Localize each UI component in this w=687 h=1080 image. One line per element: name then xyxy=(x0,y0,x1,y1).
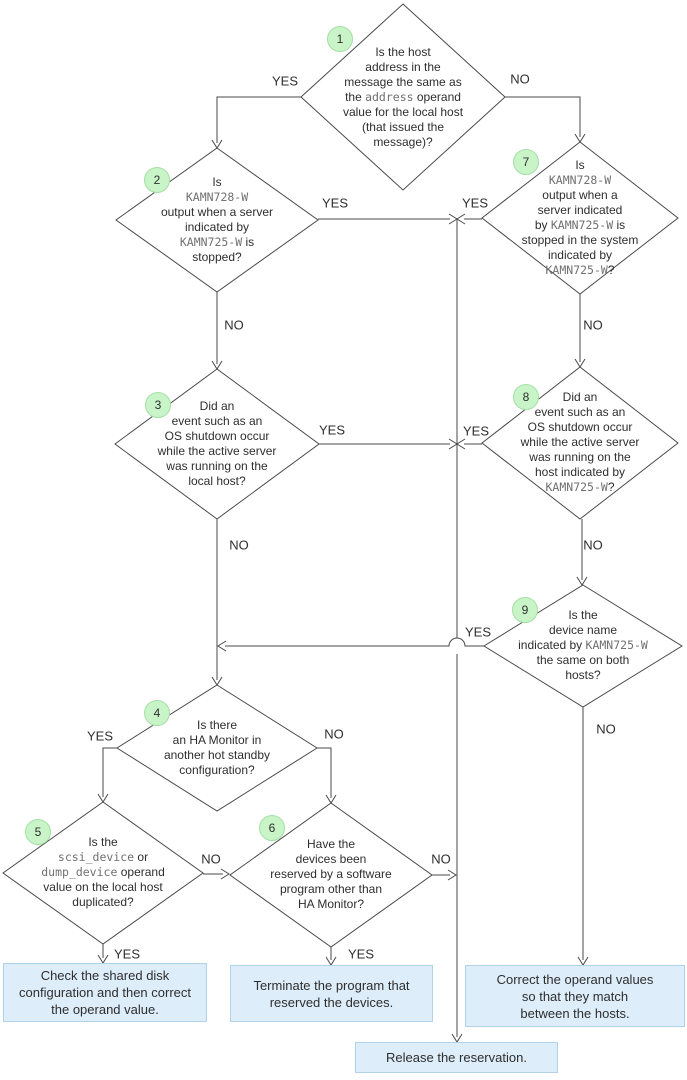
arrowhead-7-yes xyxy=(457,214,465,224)
label-2-yes: YES xyxy=(321,195,349,211)
action-box-release: Release the reservation. xyxy=(355,1042,558,1073)
action-box-terminate: Terminate the program that reserved the devices. xyxy=(230,965,433,1022)
connector-1-no xyxy=(505,97,580,137)
arrowhead-2-yes xyxy=(449,214,457,224)
step-badge-2: 2 xyxy=(144,167,170,193)
decision-8-text: Did an event such as an OS shutdown occur while the active server was running on the host indicated by KAMN725-W? xyxy=(520,390,640,494)
connector-9-yes-with-hop xyxy=(225,638,484,646)
step-badge-6: 6 xyxy=(259,815,285,841)
decision-5-text: Is the scsi_device or dump_device operand value on the local host duplicated? xyxy=(41,835,165,909)
arrowhead-3-yes xyxy=(449,439,457,449)
label-4-yes: YES xyxy=(86,728,114,744)
connector-4-no xyxy=(317,748,331,798)
step-badge-5: 5 xyxy=(25,819,51,845)
decision-7-text: Is KAMN728-W output when a server indicated by KAMN725-W is stopped in the system indicated by KAMN725-W? xyxy=(521,158,639,277)
step-badge-7: 7 xyxy=(513,149,539,175)
step-badge-4: 4 xyxy=(144,700,170,726)
step-badge-8: 8 xyxy=(513,384,539,410)
action-box-check-disk: Check the shared disk configuration and then correct the operand value. xyxy=(3,963,207,1022)
arrowhead-9-yes xyxy=(218,641,226,651)
step-badge-1: 1 xyxy=(327,26,353,52)
decision-9-text: Is the device name indicated by KAMN725-W the same on both hosts? xyxy=(518,608,648,682)
label-3-yes: YES xyxy=(318,422,346,438)
label-1-no: NO xyxy=(510,71,530,87)
connector-1-yes xyxy=(217,97,301,143)
step-badge-9: 9 xyxy=(512,597,538,623)
decision-4-text: Is there an HA Monitor in another hot standby configuration? xyxy=(163,718,271,777)
label-3-no: NO xyxy=(229,537,249,553)
label-9-yes: YES xyxy=(464,624,492,640)
decision-1-text: Is the host address in the message the same as the address operand value for the local host (that issued the message)? xyxy=(342,45,464,149)
label-5-no: NO xyxy=(201,851,221,867)
label-8-yes: YES xyxy=(462,423,490,439)
label-9-no: NO xyxy=(596,721,616,737)
decision-3-text: Did an event such as an OS shutdown occur while the active server was running on the local host? xyxy=(157,399,277,488)
step-badge-3: 3 xyxy=(145,392,171,418)
label-7-no: NO xyxy=(583,317,603,333)
decision-6-text: Have the devices been reserved by a software program other than HA Monitor? xyxy=(270,837,392,911)
label-2-no: NO xyxy=(224,317,244,333)
action-box-correct-operand: Correct the operand values so that they match between the hosts. xyxy=(465,965,685,1027)
label-4-no: NO xyxy=(324,726,344,742)
label-8-no: NO xyxy=(583,537,603,553)
label-7-yes: YES xyxy=(461,195,489,211)
label-6-yes: YES xyxy=(347,946,375,962)
label-5-yes: YES xyxy=(113,946,141,962)
decision-2-text: Is KAMN728-W output when a server indicated by KAMN725-W is stopped? xyxy=(160,175,274,264)
connector-4-yes xyxy=(103,748,117,797)
label-1-yes: YES xyxy=(271,73,299,89)
label-6-no: NO xyxy=(431,851,451,867)
arrowhead-8-yes xyxy=(457,439,465,449)
